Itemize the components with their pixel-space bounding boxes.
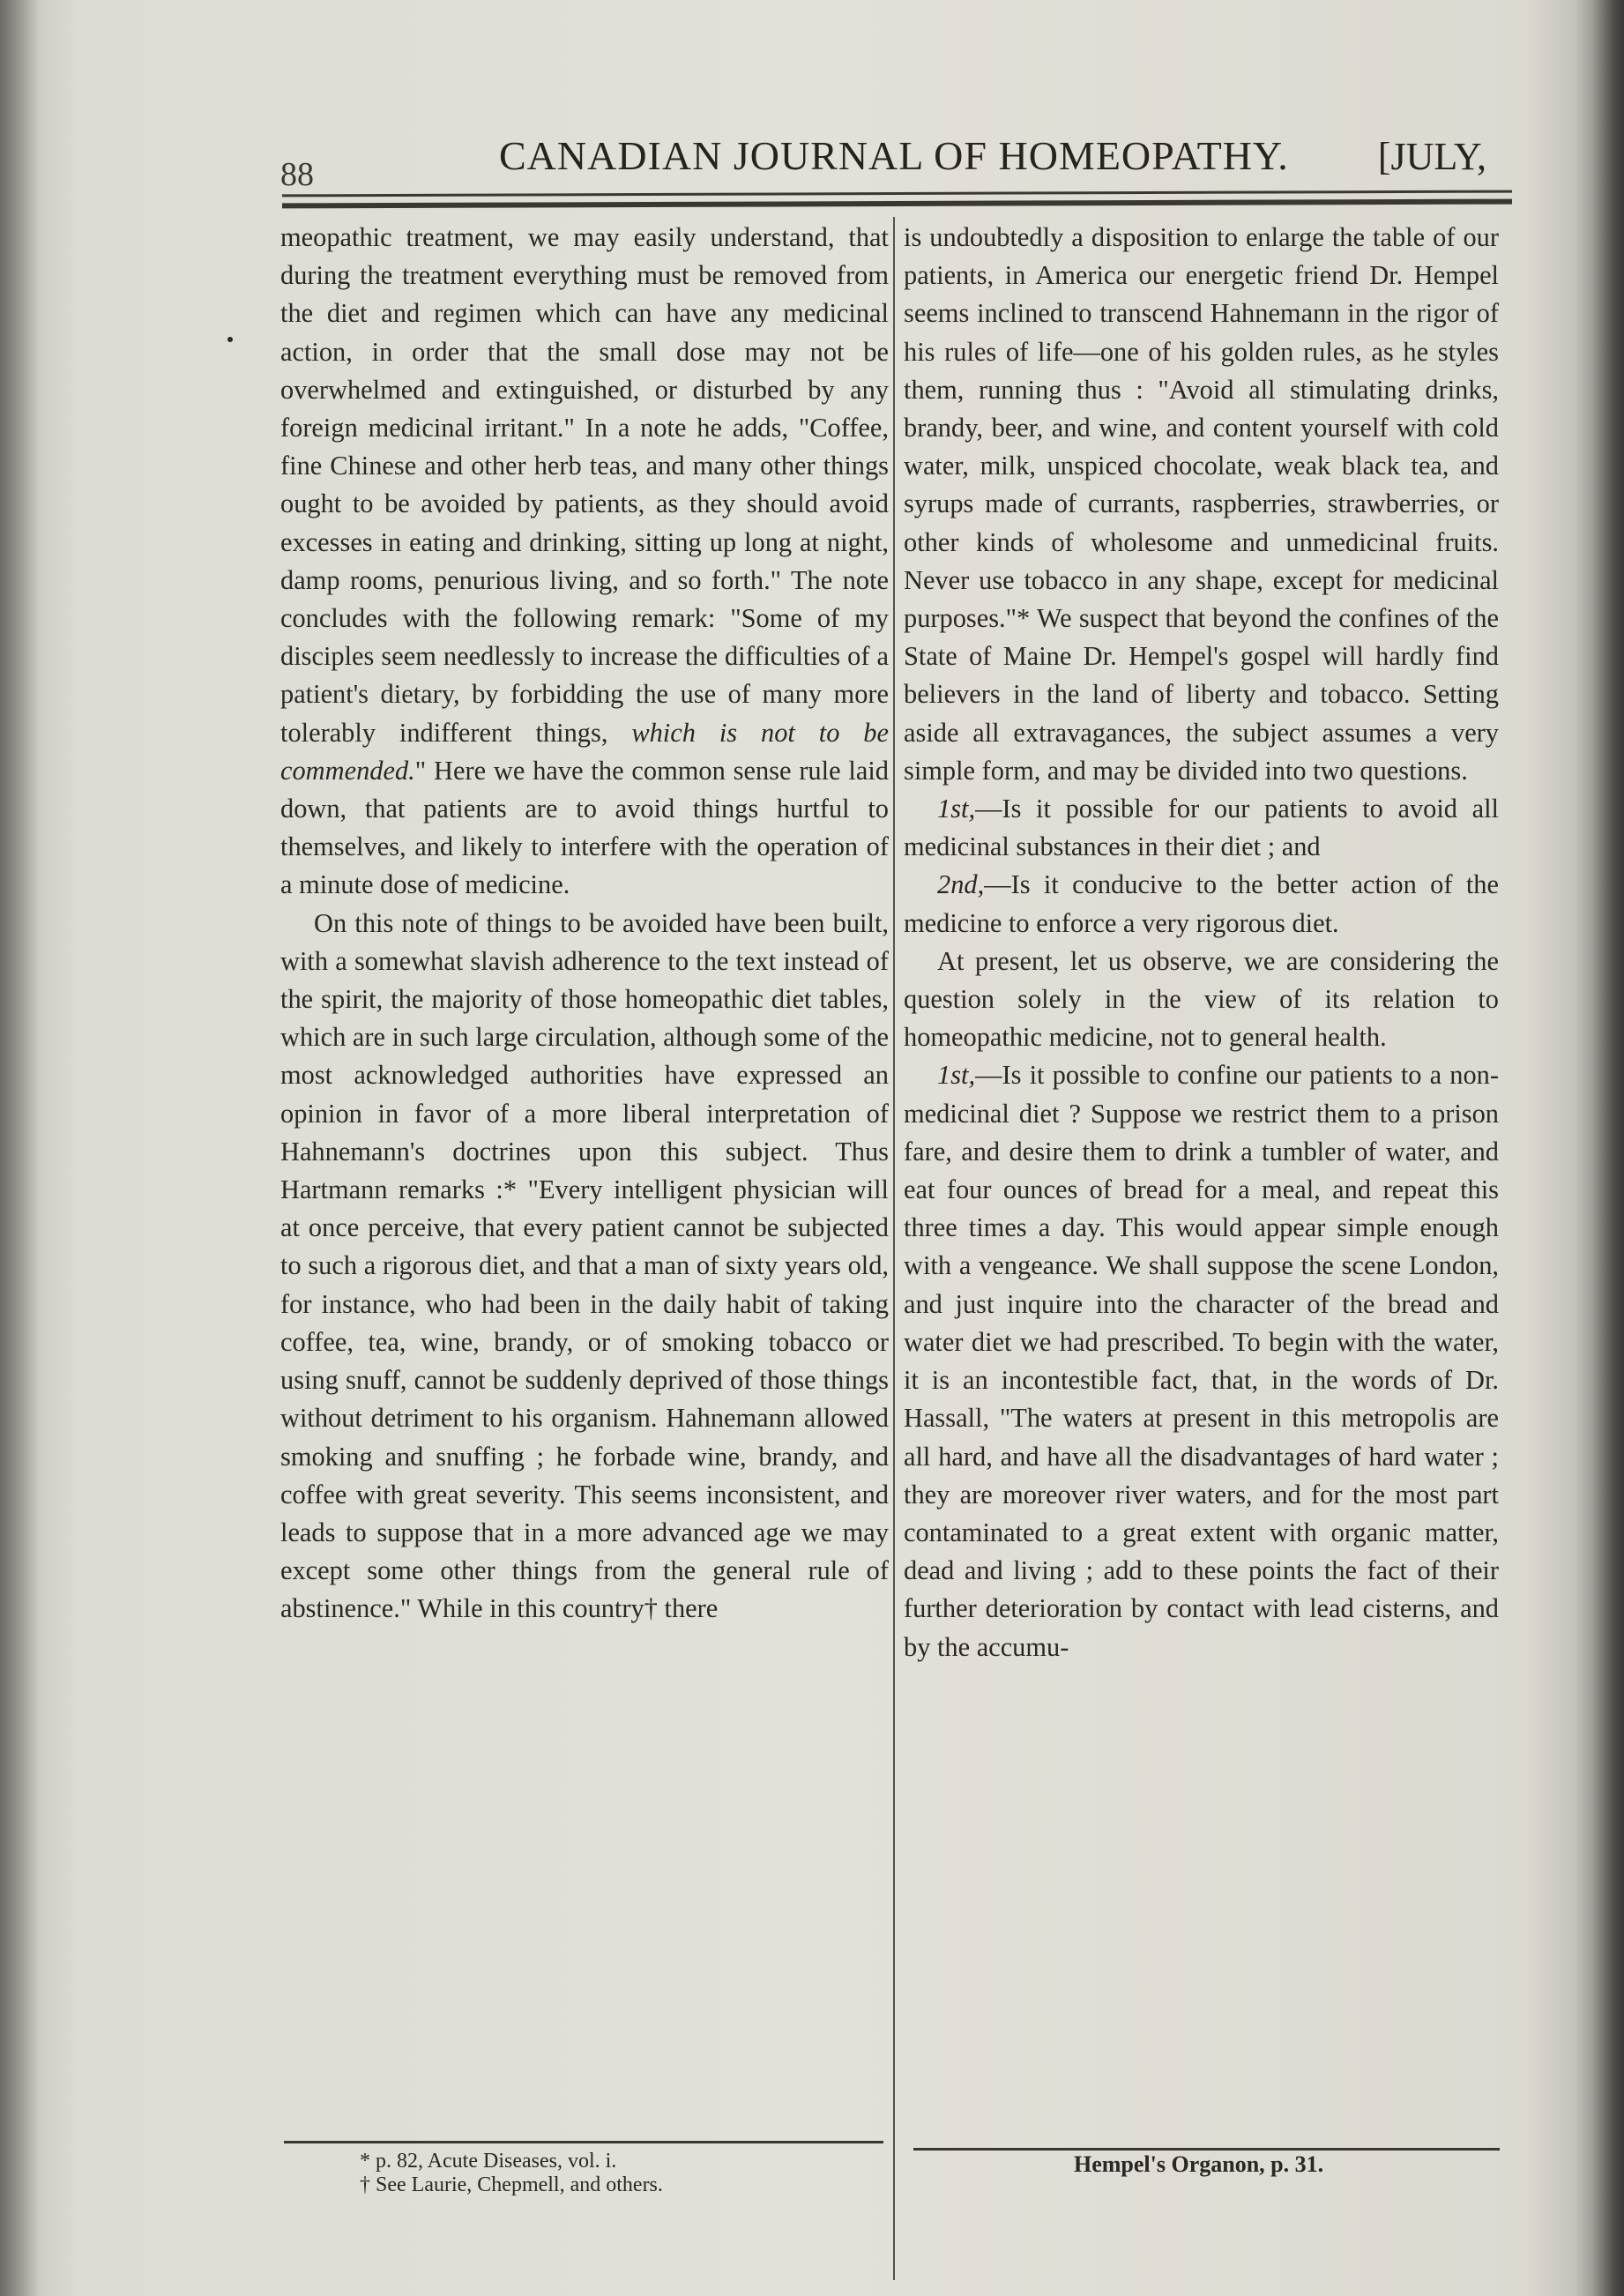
footnotes-left xyxy=(360,2150,853,2197)
page-header xyxy=(280,132,1497,194)
question-1-text: —Is it possible for our patients to avoid all medicinal substances in their diet ; and xyxy=(904,794,1499,862)
margin-dot xyxy=(227,337,233,342)
running-date: [JULY, xyxy=(1377,135,1486,178)
left-p1-end: " Here we have the common sense rule laid down, that patients are to avoid things hurtful to themselves, and likely to interfere with the operation of a minute dose of medicine. xyxy=(280,755,889,900)
question-1 xyxy=(904,790,1499,866)
right-p4-text: —Is it possible to confine our patients to a non-medicinal diet ? Suppose we restrict them to a prison fare, and desire them to drink a tumbler of water, and eat four ounces of bread for a meal, and repeat this three times a day. This would appear simple enough with a vengeance. We shall suppose the scene London, and just inquire into the character of the bread and water diet we had prescribed. To begin with the water, it is an incontestible fact, that, in the words of Dr. Hassall, "The waters at present in this metropolis are all hard, and have all the disadvantages of hard water ; they are moreover river waters, and for the most part contaminated to a great extent with organic matter, dead and living ; add to these points the fact of their further deterioration by contact with lead cisterns, and by the accumu- xyxy=(904,1060,1499,1662)
left-p1-italic: which is not to be commended. xyxy=(280,717,889,786)
right-paragraph-3: At present, let us observe, we are considering the question solely in the view of its relation to homeopathic medicine, not to general health. xyxy=(904,945,1499,1053)
footnote-rule-right xyxy=(913,2148,1500,2151)
running-title: CANADIAN JOURNAL OF HOMEOPATHY. xyxy=(499,133,1289,178)
right-paragraph-1: is undoubtedly a disposition to enlarge the table of our patients, in America our energetic friend Dr. Hempel seems inclined to transcend Hahnemann in the rigor of his rules of life—one of his golden rules, as he styles them, running thus : "Avoid all stimulating drinks, brandy, beer, and wine, and content yourself with cold water, milk, unspiced chocolate, weak black tea, and syrups made of currants, raspberries, strawberries, or other kinds of wholesome and unmedicinal fruits. Never use tobacco in any shape, except for medicinal purposes."* We suspect that beyond the confines of the State of Maine Dr. Hempel's gospel will hardly find believers in the land of liberty and tobacco. Setting aside all extravagances, the subject assumes a very simple form, and may be divided into two questions. xyxy=(904,222,1499,786)
footnote-right: Hempel's Organon, p. 31. xyxy=(1074,2151,1324,2177)
question-2 xyxy=(904,866,1499,942)
left-column xyxy=(280,219,889,1629)
footnote-2: † See Laurie, Chepmell, and others. xyxy=(360,2173,663,2196)
left-paragraph-1 xyxy=(280,219,889,905)
right-paragraph-4 xyxy=(904,1056,1499,1666)
right-p4-label: 1st, xyxy=(937,1060,976,1091)
left-p1-text: meopathic treatment, we may easily understand, that during the treatment everything must be removed from the diet and regimen which can have any medicinal action, in order that the small dose may not be overwhelmed and extinguished, or disturbed by any foreign medicinal irritant." In a note he adds, "Coffee, fine Chinese and other herb teas, and many other things ought to be avoided by patients, as they should avoid excesses in eating and drinking, sitting up long at night, damp rooms, penurious living, and so forth." The note concludes with the following remark: "Some of my disciples seem needlessly to increase the difficulties of a patient's dietary, by forbidding the use of many more tolerably indifferent things, xyxy=(280,222,889,748)
header-rule-thick xyxy=(282,199,1512,209)
footnote-rule-left xyxy=(284,2141,883,2143)
question-2-label: 2nd, xyxy=(937,869,985,900)
footnote-1: * p. 82, Acute Diseases, vol. i. xyxy=(360,2150,617,2173)
book-spine-shadow xyxy=(1590,0,1624,2296)
left-paragraph-2: On this note of things to be avoided have been built, with a somewhat slavish adherence to the text instead of the spirit, the majority of those homeopathic diet tables, which are in such large circulation, although some of the most acknowledged authorities have expressed an opinion in favor of a more liberal interpretation of Hahnemann's doctrines upon this subject. Thus Hartmann remarks :* "Every intelligent physician will at once perceive, that every patient cannot be subjected to such a rigorous diet, and that a man of sixty years old, for instance, who had been in the daily habit of taking coffee, tea, wine, brandy, or of smoking tobacco or using snuff, cannot be suddenly deprived of those things without detriment to his organism. Hahnemann allowed smoking and snuffing ; he forbade wine, brandy, and coffee with great severity. This seems inconsistent, and leads to suppose that in a more advanced age we may except some other things from the general rule of abstinence." While in this country† there xyxy=(280,907,889,1624)
column-divider xyxy=(893,217,895,2280)
right-column xyxy=(904,219,1499,1666)
question-2-text: —Is it conducive to the better action of the medicine to enforce a very rigorous diet. xyxy=(904,869,1499,938)
page-number: 88 xyxy=(280,156,314,193)
question-1-label: 1st, xyxy=(937,794,976,824)
